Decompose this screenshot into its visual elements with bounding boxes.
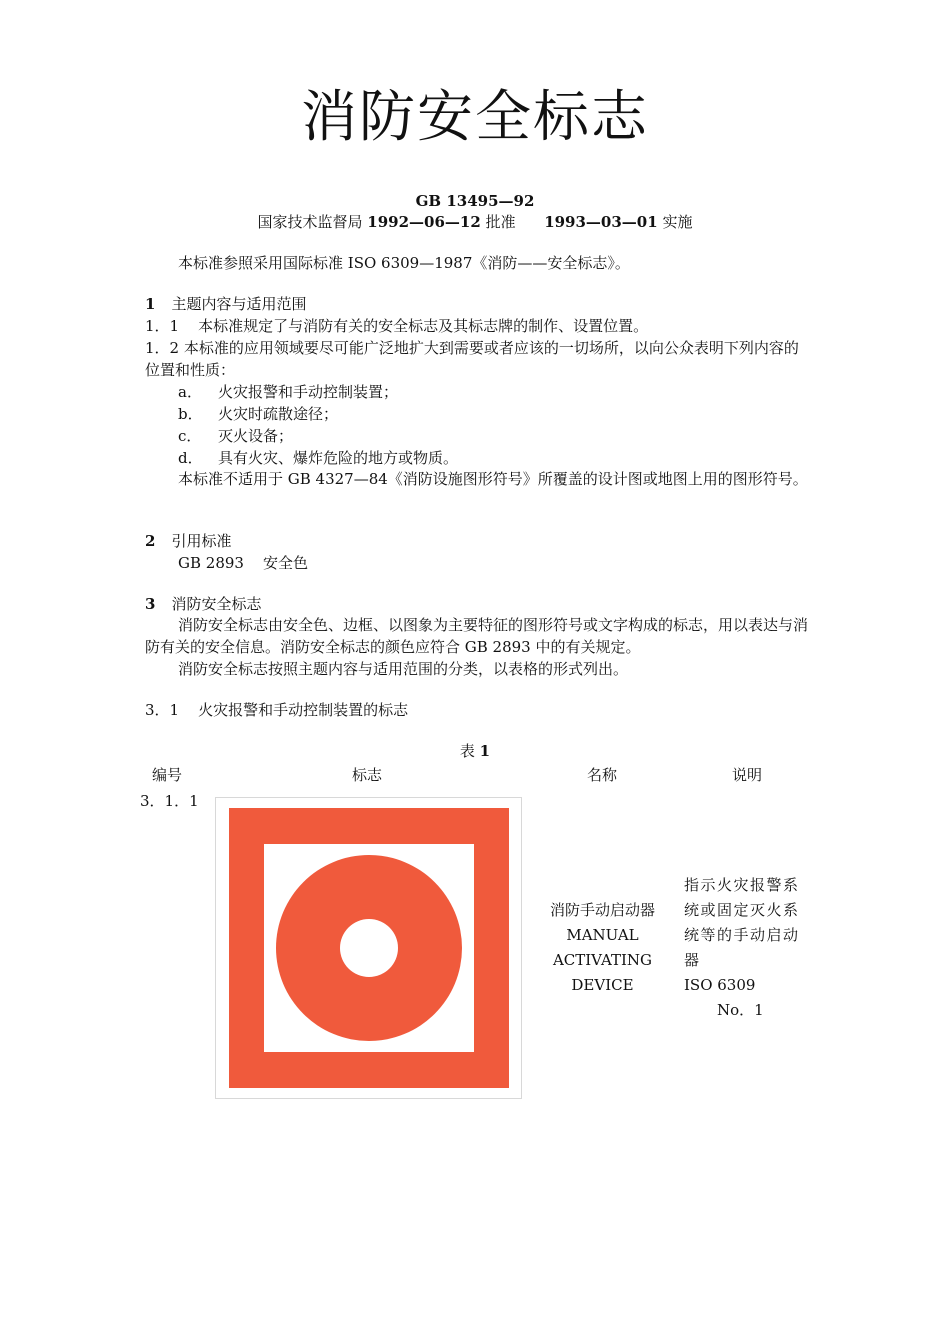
document-title: 消防安全标志 <box>301 85 649 150</box>
description-iso-number: No．1 <box>717 1001 764 1019</box>
section-1-title: 主题内容与适用范围 <box>171 295 307 313</box>
description-line: 指示火灾报警系 <box>684 876 800 894</box>
scope-exclusion-note: 本标准不适用于 GB 4327—84《消防设施图形符号》所覆盖的设计图或地图上用的图形符号。 <box>178 470 808 488</box>
list-item-text: 火灾报警和手动控制装置； <box>218 383 399 401</box>
table-header-name: 名称 <box>587 766 618 784</box>
description-line: 器 <box>684 951 701 969</box>
table-row-id: 3．1．1 <box>140 792 199 810</box>
section-1-number: 1 <box>145 295 156 313</box>
list-item <box>178 381 398 403</box>
table-row-name <box>540 898 665 998</box>
table-header-id: 编号 <box>152 766 183 784</box>
section-2-number: 2 <box>145 532 156 550</box>
clause-3-1-heading: 3．1 火灾报警和手动控制装置的标志 <box>145 701 409 719</box>
implementation-word: 实施 <box>657 213 693 231</box>
table-caption-word: 表 <box>459 742 480 760</box>
table-header-description: 说明 <box>732 766 763 784</box>
sign-name-english-line: MANUAL <box>566 926 639 944</box>
section-3-paragraph-1: 消防安全标志由安全色、边框、以图象为主要特征的图形符号或文字构成的标志，用以表达与消防有关的安全信息。消防安全标志的颜色应符合 GB 2893 中的有关规定。 <box>145 616 809 656</box>
manual-activating-device-sign <box>215 797 522 1099</box>
fire-alarm-button-icon <box>216 798 521 1098</box>
sign-name-chinese: 消防手动启动器 <box>549 901 655 919</box>
reference-standard: GB 2893 安全色 <box>178 554 309 572</box>
list-item <box>178 447 458 469</box>
table-header-sign: 标志 <box>352 766 383 784</box>
list-item <box>178 425 293 447</box>
list-item-key: a． <box>178 383 202 401</box>
list-item-text: 火灾时疏散途径； <box>218 405 339 423</box>
list-item-key: d． <box>178 449 203 467</box>
description-iso-reference: ISO 6309 <box>684 976 756 994</box>
approval-word: 批准 <box>480 213 545 231</box>
implementation-date: 1993—03—01 <box>544 213 658 231</box>
description-line: 统或固定灭火系 <box>684 901 800 919</box>
sign-name-english-line: ACTIVATING <box>552 951 653 969</box>
section-3-number: 3 <box>145 595 156 613</box>
clause-1-2: 1．2 本标准的应用领域要尽可能广泛地扩大到需要或者应该的一切场所，以向公众表明下列内容的位置和性质： <box>145 339 799 379</box>
section-3-paragraph-2: 消防安全标志按照主题内容与适用范围的分类，以表格的形式列出。 <box>178 660 629 678</box>
list-item-key: b． <box>178 405 203 423</box>
list-item-key: c． <box>178 427 202 445</box>
clause-1-1: 1．1 本标准规定了与消防有关的安全标志及其标志牌的制作、设置位置。 <box>145 317 649 335</box>
list-item <box>178 403 338 425</box>
section-2-heading <box>145 530 231 552</box>
section-3-title: 消防安全标志 <box>171 595 262 613</box>
approval-date: 1992—06—12 <box>367 213 481 231</box>
table-row-description <box>684 873 819 1023</box>
table-caption <box>0 740 950 762</box>
table-caption-number: 1 <box>479 742 491 760</box>
sign-name-english-line: DEVICE <box>571 976 634 994</box>
standard-code: GB 13495—92 <box>415 192 535 210</box>
list-item-text: 灭火设备； <box>218 427 294 445</box>
approval-prefix: 国家技术监督局 <box>257 213 368 231</box>
description-line: 统等的手动启动 <box>684 926 800 944</box>
section-2-title: 引用标准 <box>171 532 232 550</box>
approval-line <box>0 211 950 233</box>
section-1-heading <box>145 293 306 315</box>
list-item-text: 具有火灾、爆炸危险的地方或物质。 <box>218 449 459 467</box>
section-3-heading <box>145 593 261 615</box>
intro-paragraph: 本标准参照采用国际标准 ISO 6309—1987《消防——安全标志》。 <box>178 254 630 272</box>
